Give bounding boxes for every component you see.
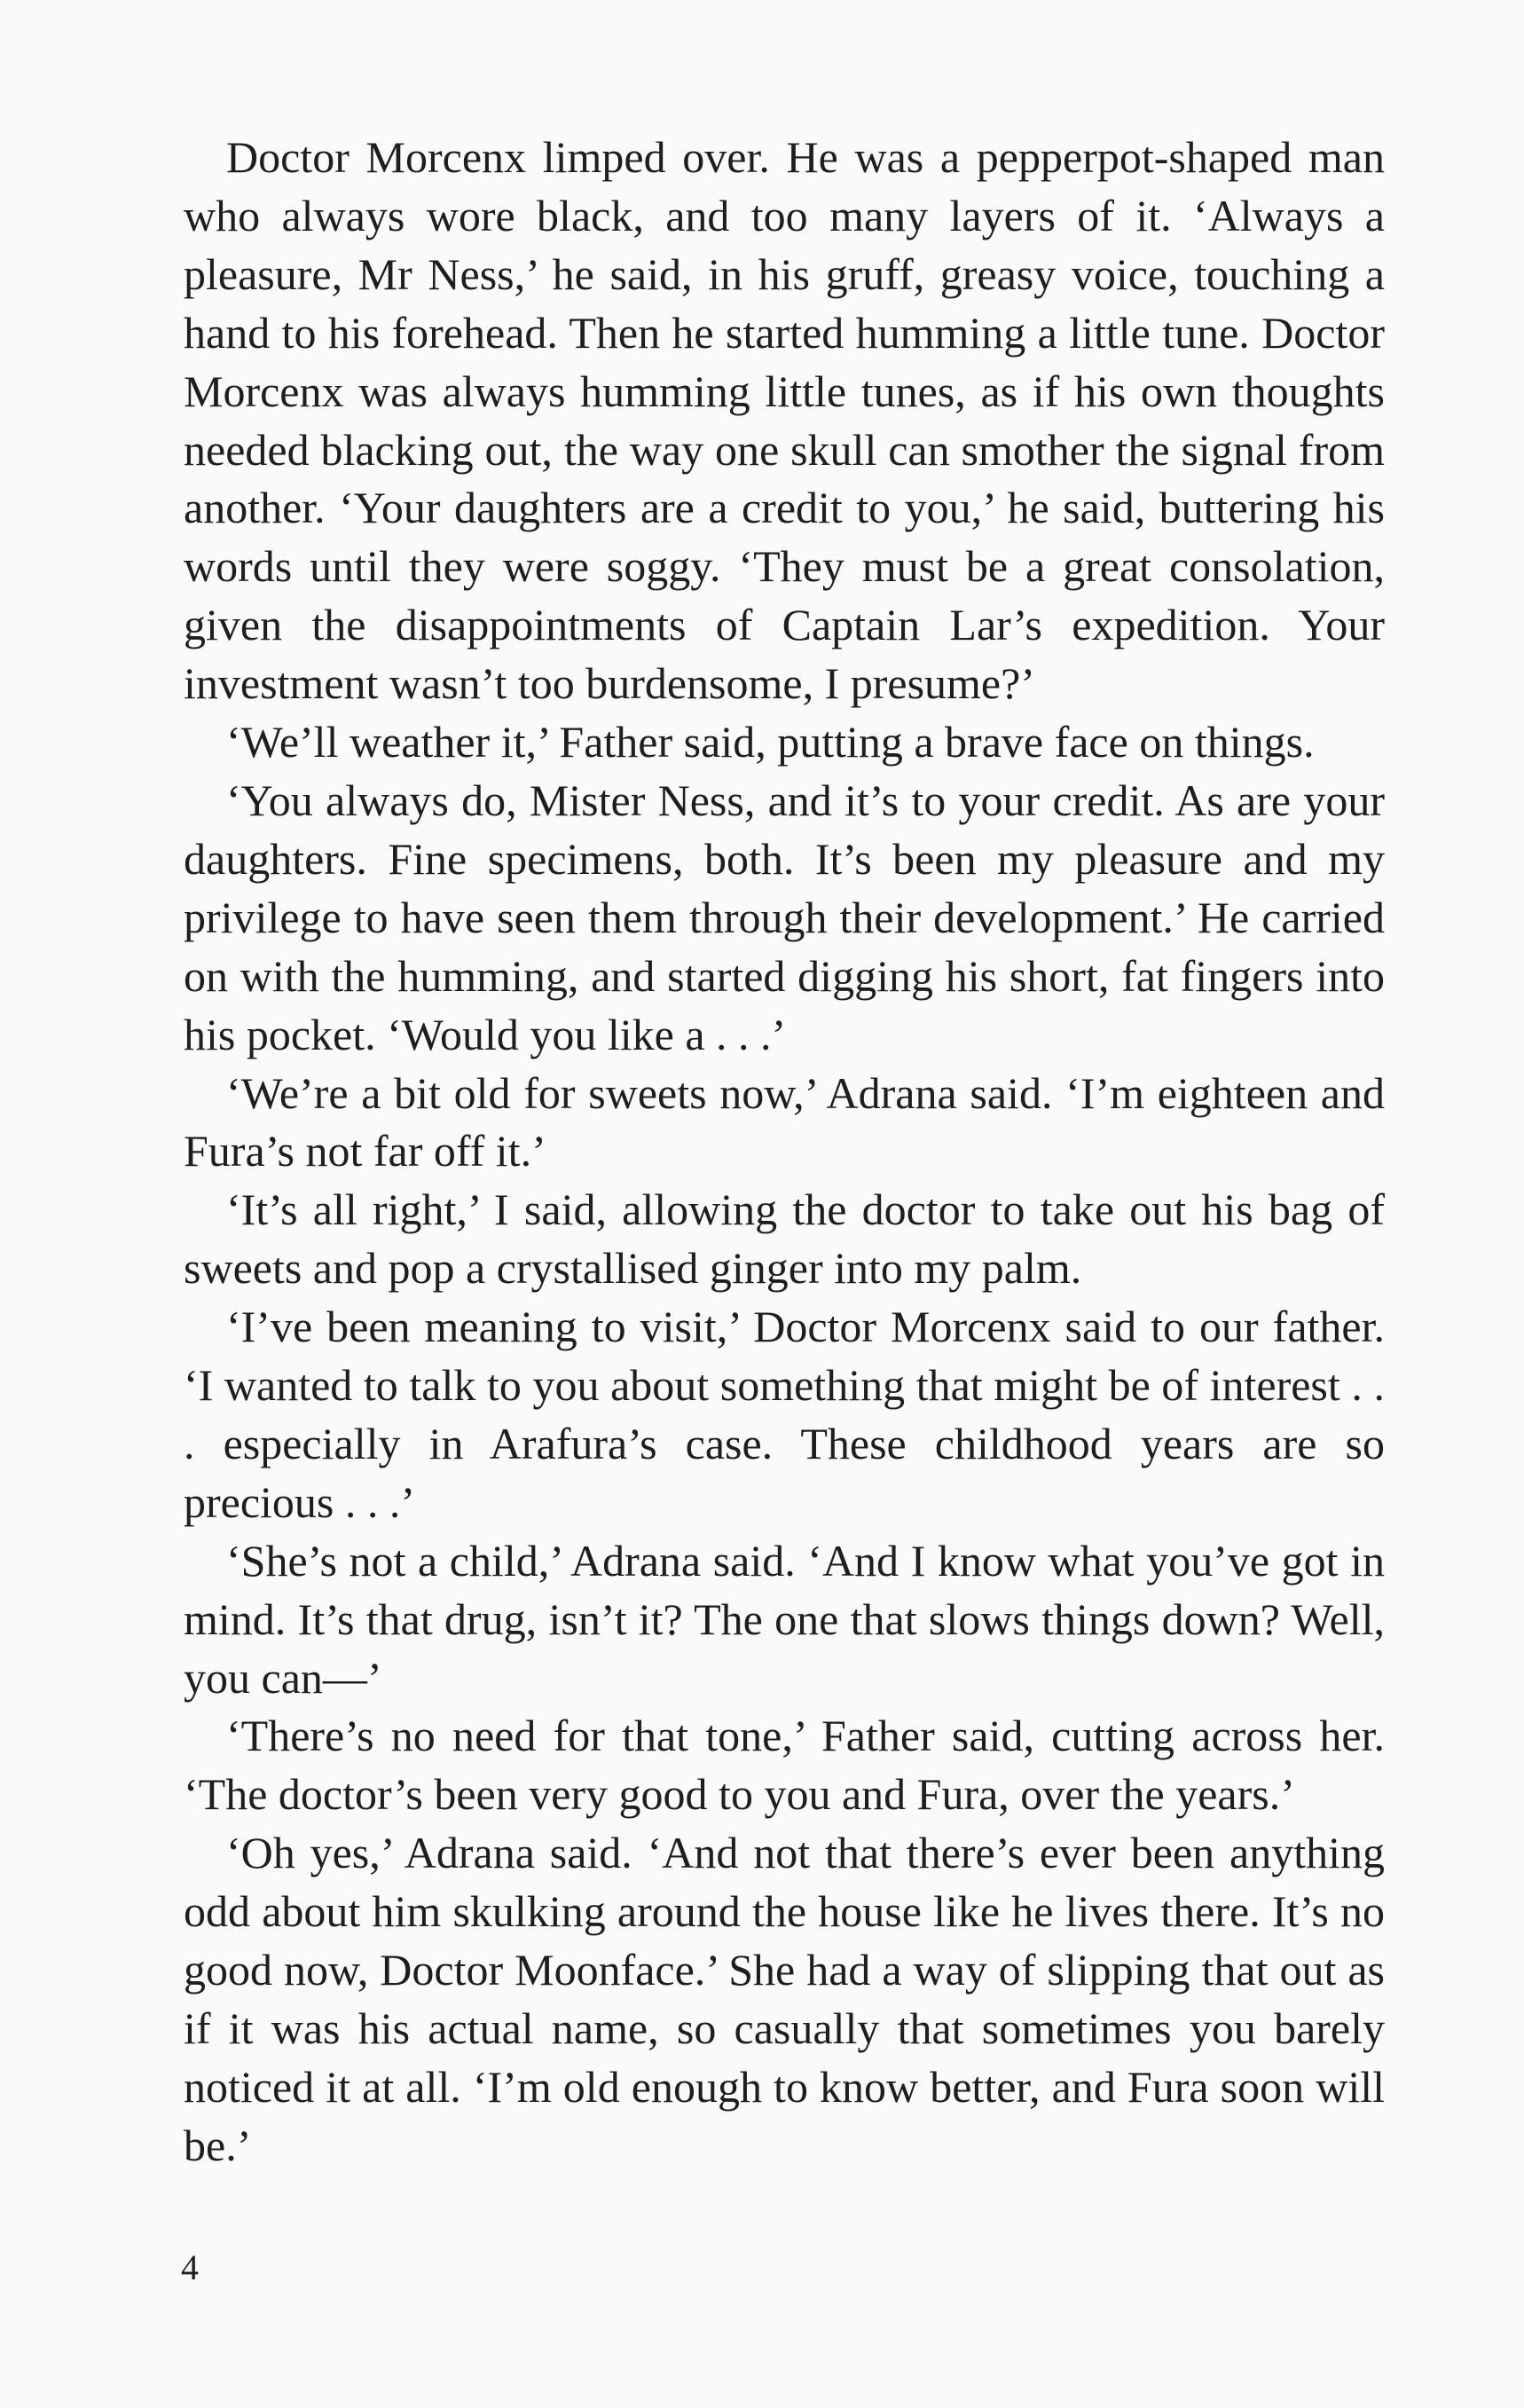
body-text (184, 129, 1385, 2176)
paragraph-4: ‘We’re a bit old for sweets now,’ Adrana said. ‘I’m eighteen and Fura’s not far off it.’ (184, 1067, 1385, 1176)
paragraph-1: Doctor Morcenx limped over. He was a pepperpot-shaped man who always wore black, and too many layers of it. ‘Always a pleasure, Mr Ness,’ he said, in his gruff, greasy voice, touching a hand to his forehead. Then he started humming a little tune. Doctor Morcenx was always humming little tunes, as if his own thoughts needed blacking out, the way one skull can smother the signal from another. ‘Your daughters are a credit to you,’ he said, buttering his words until they were soggy. ‘They must be a great consolation, given the disappointments of Captain Lar’s expedition. Your investment wasn’t too burdensome, I presume?’ (184, 132, 1385, 709)
paragraph-8: ‘There’s no need for that tone,’ Father said, cutting across her. ‘The doctor’s been very good to you and Fura, over the years.’ (184, 1711, 1385, 1820)
paragraph-5: ‘It’s all right,’ I said, allowing the doctor to take out his bag of sweets and pop a crystallised ginger into my palm. (184, 1184, 1385, 1294)
paragraph-7: ‘She’s not a child,’ Adrana said. ‘And I know what you’ve got in mind. It’s that drug, isn’t it? The one that slows things down? Well, you can—’ (184, 1535, 1385, 1703)
paragraph-3: ‘You always do, Mister Ness, and it’s to your credit. As are your daughters. Fine specimens, both. It’s been my pleasure and my privilege to have seen them through their development.’ He carried on with the humming, and started digging his short, fat fingers into his pocket. ‘Would you like a . . .’ (184, 775, 1385, 1059)
page-number: 4 (181, 2247, 199, 2287)
paragraph-2: ‘We’ll weather it,’ Father said, putting a brave face on things. (226, 717, 1315, 767)
paragraph-6: ‘I’ve been meaning to visit,’ Doctor Morcenx said to our father. ‘I wanted to talk to you about something that might be of interest . . . especially in Arafura’s case. These childhood years are so precious . . .’ (184, 1302, 1385, 1527)
paragraph-9: ‘Oh yes,’ Adrana said. ‘And not that there’s ever been anything odd about him skulking around the house like he lives there. It’s no good now, Doctor Moonface.’ She had a way of slipping that out as if it was his actual name, so casually that sometimes you barely noticed it at all. ‘I’m old enough to know better, and Fura soon will be.’ (184, 1828, 1385, 2170)
